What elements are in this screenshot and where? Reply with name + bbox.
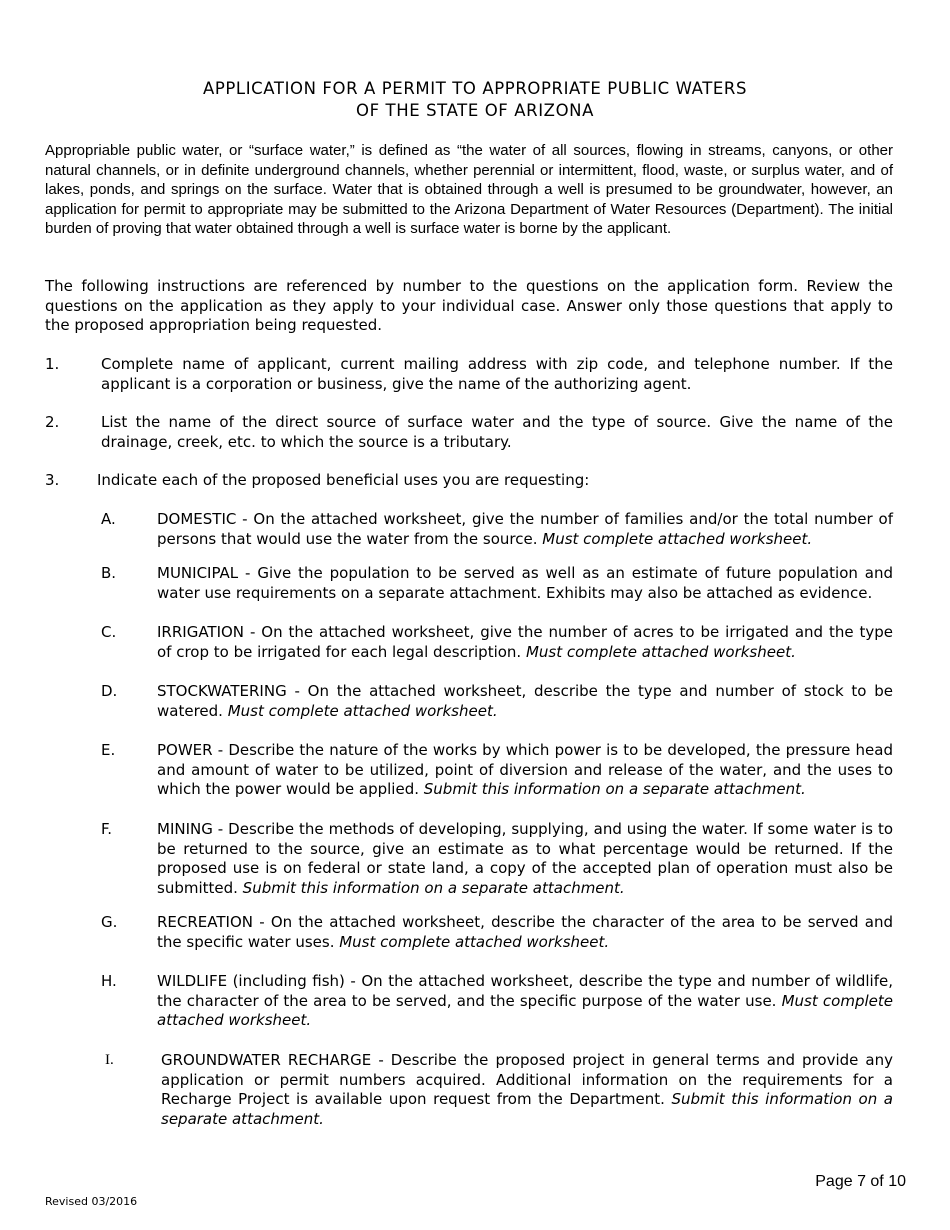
- use-letter: E.: [101, 741, 116, 759]
- use-text: GROUNDWATER RECHARGE - Describe the proposed project in general terms and provide any application or permit numbers acquired. Additional information on the requirements for a Recharge Project is available upon request from the Department.: [161, 1051, 893, 1109]
- use-description: [157, 510, 893, 549]
- use-note: Must complete attached worksheet.: [542, 529, 813, 548]
- use-letter: B.: [101, 564, 117, 582]
- use-note: Submit this information on a separate attachment.: [161, 1090, 893, 1128]
- use-text: DOMESTIC - On the attached worksheet, give the number of families and/or the total number of persons that would use the water from the source.: [157, 510, 893, 548]
- use-note: Submit this information on a separate attachment.: [242, 878, 625, 897]
- item-text: Complete name of applicant, current mailing address with zip code, and telephone number. If the applicant is a corporation or business, give the name of the authorizing agent.: [101, 355, 893, 393]
- item-number: 2.: [45, 413, 60, 431]
- revision-date: Revised 03/2016: [45, 1195, 138, 1208]
- use-description: [157, 682, 893, 721]
- use-letter: H.: [101, 972, 117, 990]
- page-number: Page 7 of 10: [815, 1173, 906, 1190]
- use-text: IRRIGATION - On the attached worksheet, give the number of acres to be irrigated and the type of crop to be irrigated for each legal description.: [157, 623, 893, 661]
- use-letter: D.: [101, 682, 118, 700]
- document-title-line-2: OF THE STATE OF ARIZONA: [356, 101, 594, 120]
- use-text: MINING - Describe the methods of developing, supplying, and using the water. If some water is to be returned to the source, give an estimate as to what percentage would be returned. If the proposed use is on federal or state land, a copy of the accepted plan of operation must also be submitted.: [157, 820, 893, 897]
- use-letter: G.: [101, 913, 118, 931]
- use-text: RECREATION - On the attached worksheet, describe the character of the area to be served and the specific water uses.: [157, 913, 893, 951]
- use-note: Must complete attached worksheet.: [227, 701, 498, 720]
- use-note: Must complete attached worksheet.: [525, 642, 796, 661]
- use-description: [157, 972, 893, 1031]
- use-letter: F.: [101, 820, 112, 838]
- use-text: STOCKWATERING - On the attached worksheet, describe the type and number of stock to be watered.: [157, 682, 893, 720]
- use-letter: C.: [101, 623, 117, 641]
- item-text: Indicate each of the proposed beneficial uses you are requesting:: [97, 471, 590, 489]
- item-text: List the name of the direct source of surface water and the type of source. Give the name of the drainage, creek, etc. to which the source is a tributary.: [101, 413, 893, 451]
- document-title-line-1: APPLICATION FOR A PERMIT TO APPROPRIATE PUBLIC WATERS: [202, 79, 748, 98]
- instructions-paragraph: The following instructions are referenced by number to the questions on the application form. Review the questions on the application as they apply to your individual case. Answer only those questions that apply to the proposed appropriation being requested.: [45, 277, 893, 335]
- use-description: [157, 623, 893, 662]
- use-note: Submit this information on a separate attachment.: [423, 780, 806, 799]
- use-text: POWER - Describe the nature of the works by which power is to be developed, the pressure head and amount of water to be utilized, point of diversion and release of the water, and the uses to which the power would be applied.: [157, 741, 893, 799]
- use-letter: A.: [101, 510, 116, 528]
- use-description: [157, 913, 893, 952]
- item-number: 3.: [45, 471, 60, 489]
- use-text: MUNICIPAL - Give the population to be served as well as an estimate of future population and water use requirements on a separate attachment. Exhibits may also be attached as evidence.: [157, 564, 893, 602]
- use-description: [157, 741, 893, 800]
- use-description: [157, 564, 893, 603]
- item-number: 1.: [45, 355, 60, 373]
- use-description: [161, 1051, 893, 1129]
- use-letter: I.: [105, 1052, 114, 1068]
- use-note: Must complete attached worksheet.: [339, 932, 610, 951]
- definition-paragraph: Appropriable public water, or “surface water,” is defined as “the water of all sources, flowing in streams, canyons, or other natural channels, or in definite underground channels, whether perennial or intermittent, flood, waste, or surplus water, and of lakes, ponds, and springs on the surface. Water that is obtained through a well is presumed to be groundwater, however, an application for permit to appropriate may be submitted to the Arizona Department of Water Resources (Department). The initial burden of proving that water obtained through a well is surface water is borne by the applicant.: [45, 142, 893, 238]
- use-text: WILDLIFE (including fish) - On the attached worksheet, describe the type and number of wildlife, the character of the area to be served, and the specific purpose of the water use.: [157, 972, 893, 1010]
- use-note: Must complete attached worksheet.: [157, 991, 893, 1030]
- use-description: [157, 820, 893, 898]
